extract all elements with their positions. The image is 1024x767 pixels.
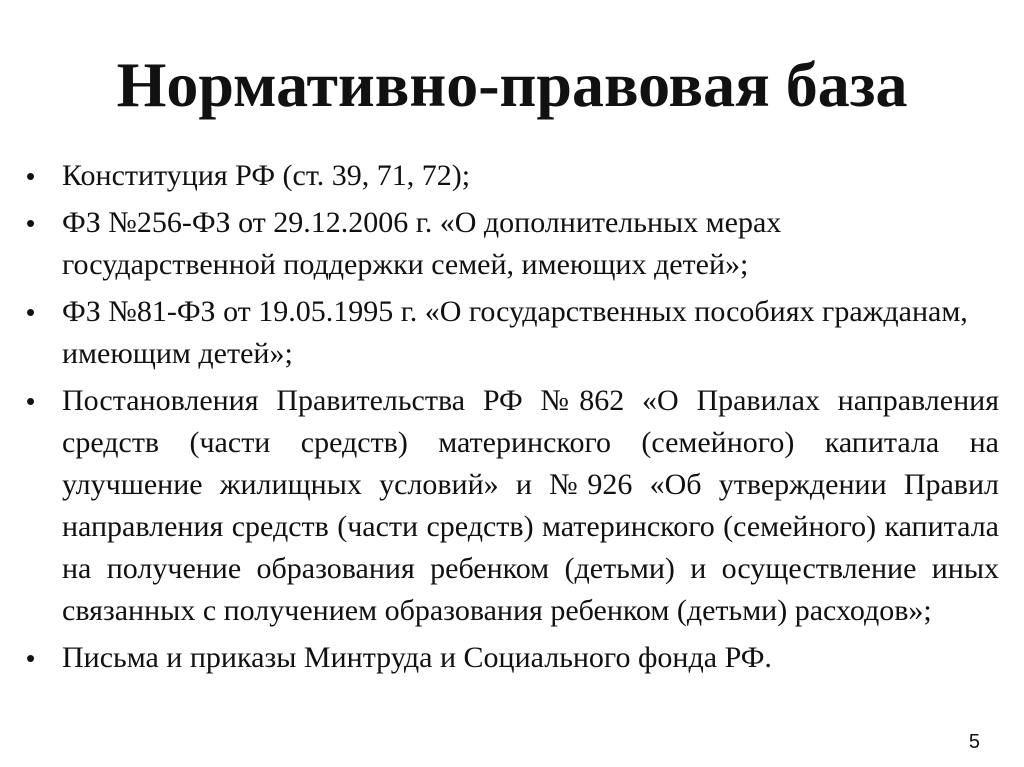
bullet-list bbox=[24, 155, 999, 684]
bullet-text: Постановления Правительства РФ №862 «О Правилах направления средств (части средств) материнского (семейного) капитала на улучшение жилищных условий» и №926 «Об утверждении Правил направления средств (части средств) материнского (семейного) капитала на получение образования ребенком (детьми) и осуществление иных связанных с получением образования ребенком (детьми) расходов»; bbox=[62, 384, 999, 627]
page-number: 5 bbox=[968, 731, 980, 753]
bullet-text: ФЗ №256-ФЗ от 29.12.2006 г. «О дополнительных мерах государственной поддержки семей, имеющих детей»; bbox=[62, 206, 782, 281]
page-title: Нормативно-правовая база bbox=[116, 49, 908, 120]
bullet-icon: • bbox=[26, 386, 36, 416]
bullet-icon: • bbox=[26, 161, 36, 191]
bullet-icon: • bbox=[26, 643, 36, 673]
bullet-text: ФЗ №81-ФЗ от 19.05.1995 г. «О государственных пособиях гражданам, имеющим детей»; bbox=[62, 295, 968, 370]
bullet-item-government-resolutions bbox=[24, 380, 999, 632]
bullet-icon: • bbox=[26, 208, 36, 238]
bullet-item-letters-orders bbox=[24, 637, 999, 679]
bullet-text: Письма и приказы Минтруда и Социального фонда РФ. bbox=[62, 641, 772, 674]
bullet-item-constitution bbox=[24, 155, 999, 197]
bullet-icon: • bbox=[26, 297, 36, 327]
bullet-item-fz-256 bbox=[24, 202, 999, 286]
bullet-text: Конституция РФ (ст. 39, 71, 72); bbox=[62, 159, 471, 192]
bullet-item-fz-81 bbox=[24, 291, 999, 375]
